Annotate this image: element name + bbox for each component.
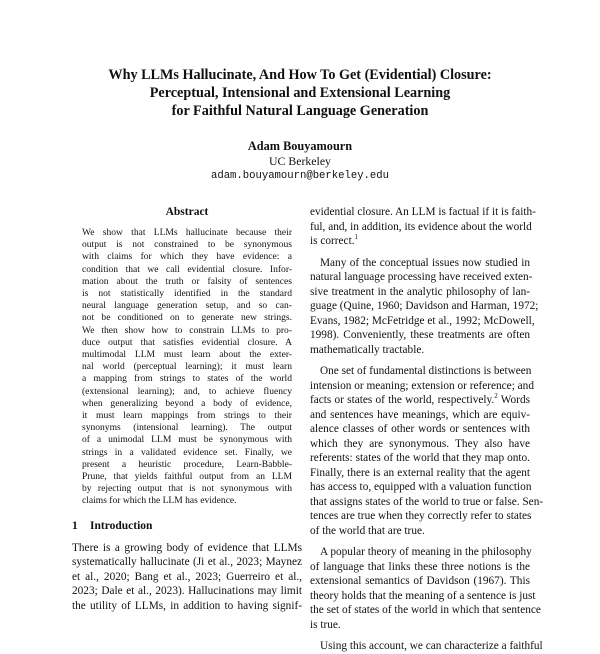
body-line: and sentences have meanings, which are equiv-	[310, 408, 530, 421]
body-line: theory holds that the meaning of a sentence is just	[310, 589, 536, 602]
abstract-line: output is not constrained to be synonymous	[82, 239, 292, 251]
abstract-line: synonyms (intensional learning). The output	[82, 422, 292, 434]
body-line: guage (Quine, 1960; Davidson and Harman, 1972;	[310, 300, 539, 312]
abstract-line: Prune, that yields faithful output from an LLM	[82, 471, 292, 483]
intro-line: et al., 2020; Bang et al., 2023; Guerreiro et al.,	[72, 570, 302, 583]
body-line: extensional semantics of Davidson (1967). This	[310, 575, 530, 587]
abstract-line: We show that LLMs hallucinate because their	[82, 227, 292, 238]
abstract-line: We then show how to constrain LLMs to pro-	[82, 324, 292, 336]
body-line: of language that links these three notions is the	[310, 560, 530, 573]
body-line: natural language processing have received exten-	[310, 271, 533, 283]
author-name: Adam Bouyamourn	[247, 139, 353, 153]
paragraph-evidential-closure	[310, 205, 536, 249]
paper-title	[0, 66, 600, 120]
author-email[interactable]: adam.bouyamourn@berkeley.edu	[210, 170, 389, 182]
body-line: alence classes of other words or sentences with	[310, 423, 530, 435]
abstract-line: duce output that satisfies evidential closure. A	[82, 336, 292, 348]
body-line: sive treatment in the analytic philosophy of lan-	[310, 285, 530, 298]
intro-line: There is a growing body of evidence that LLMs	[72, 541, 302, 554]
body-line: is true.	[310, 618, 341, 631]
abstract-line: when generalizing beyond a body of evidence,	[82, 397, 292, 409]
body-line: Using this account, we can characterize a faithful	[320, 640, 543, 652]
abstract-line: of a unimodal LLM must be synonymous with	[82, 434, 292, 446]
body-line: that assigns states of the world to true or false. Sen-	[310, 495, 544, 508]
title-line-1: Why LLMs Hallucinate, And How To Get (Evidential) Closure:	[108, 67, 492, 83]
paragraph-distinctions	[310, 364, 544, 538]
body-line: Many of the conceptual issues now studied in	[320, 256, 530, 269]
abstract-body	[82, 227, 292, 508]
body-line: ful, and, in addition, its evidence about the world	[310, 220, 532, 233]
abstract-line: neural language generation setup, and so can-	[82, 300, 292, 312]
body-line: tences are true when they correctly refer to states	[310, 510, 532, 522]
body-line: evidential closure. An LLM is factual if it is faith-	[310, 206, 536, 218]
right-column	[310, 205, 544, 654]
paragraph-theory-of-meaning	[310, 545, 541, 632]
abstract-line: multimodal LLM must learn about the exter-	[82, 349, 292, 361]
body-line: of the world that are true.	[310, 524, 425, 537]
paragraph-conceptual-issues	[310, 256, 539, 358]
body-line: 1998). Conveniently, these treatments are often	[310, 329, 530, 341]
abstract-line: claims for which the LLM has evidence.	[82, 495, 237, 507]
body-line: referents: states of the world that they map onto.	[310, 452, 530, 464]
body-line	[310, 234, 530, 249]
body-line: One set of fundamental distinctions is between	[320, 365, 532, 377]
body-line: A popular theory of meaning in the philosophy	[320, 546, 532, 558]
footnote-marker[interactable]: 2	[494, 392, 498, 401]
section-number: 1	[72, 519, 78, 532]
body-line: has access to, equipped with a valuation function	[310, 481, 532, 493]
introduction-body	[72, 541, 302, 614]
abstract-line: it must learn mappings from strings to their	[82, 410, 292, 422]
body-line: Finally, there is an external reality that the agent	[310, 466, 530, 479]
body-line: intension or meaning; extension or reference; and	[310, 379, 534, 392]
abstract-line: strings in a validated evidence set. Finally, we	[82, 446, 292, 458]
abstract-line: by rejecting output that is not synonymous with	[82, 483, 292, 495]
abstract-line: with claims for which they have evidence: a	[82, 251, 292, 263]
body-line-text: is correct.	[310, 235, 355, 247]
body-line: the set of states of the world in which that sentence	[310, 604, 541, 616]
title-line-3: for Faithful Natural Language Generation	[171, 103, 429, 119]
paragraph-faithful	[310, 639, 543, 654]
abstract-line: present a heuristic procedure, Learn-Babble-	[82, 458, 292, 470]
body-line-text: facts or states of the world, respectively.	[310, 394, 495, 406]
intro-line: systematically hallucinate (Ji et al., 2023; Maynez	[72, 556, 302, 569]
paper-header	[0, 66, 600, 184]
abstract-heading: Abstract	[165, 206, 209, 218]
footnote-marker[interactable]: 1	[354, 233, 359, 242]
left-column	[72, 205, 302, 613]
body-line: Evans, 1982; McFetridge et al., 1992; McDowell,	[310, 314, 535, 327]
body-line-text: Words	[500, 394, 530, 406]
author-affiliation: UC Berkeley	[269, 154, 331, 168]
intro-line: the utility of LLMs, in addition to having signif-	[72, 599, 302, 612]
abstract-line: not be conditioned on to generate new strings.	[82, 312, 292, 324]
abstract-line: (extensional learning); and, to achieve fluency	[82, 385, 292, 397]
abstract-line: mation about the truth or falsity of sentences	[82, 275, 292, 287]
abstract-line: a mapping from strings to states of the world	[82, 373, 292, 385]
title-line-2: Perceptual, Intensional and Extensional Learning	[149, 85, 451, 101]
body-line	[310, 393, 530, 408]
abstract-line: condition that we call evidential closure. Infor-	[82, 263, 292, 275]
abstract-line: nal world (perceptual learning); it must learn	[82, 361, 292, 373]
intro-line: 2023; Dale et al., 2023). Hallucinations may limit	[72, 585, 302, 598]
abstract-line: is not statistically identified in the standard	[82, 288, 292, 300]
body-line: mathematically tractable.	[310, 343, 425, 356]
section-title: Introduction	[90, 519, 153, 532]
section-heading-introduction	[72, 519, 302, 533]
body-line: which they are synonymous. They also have	[310, 437, 530, 450]
